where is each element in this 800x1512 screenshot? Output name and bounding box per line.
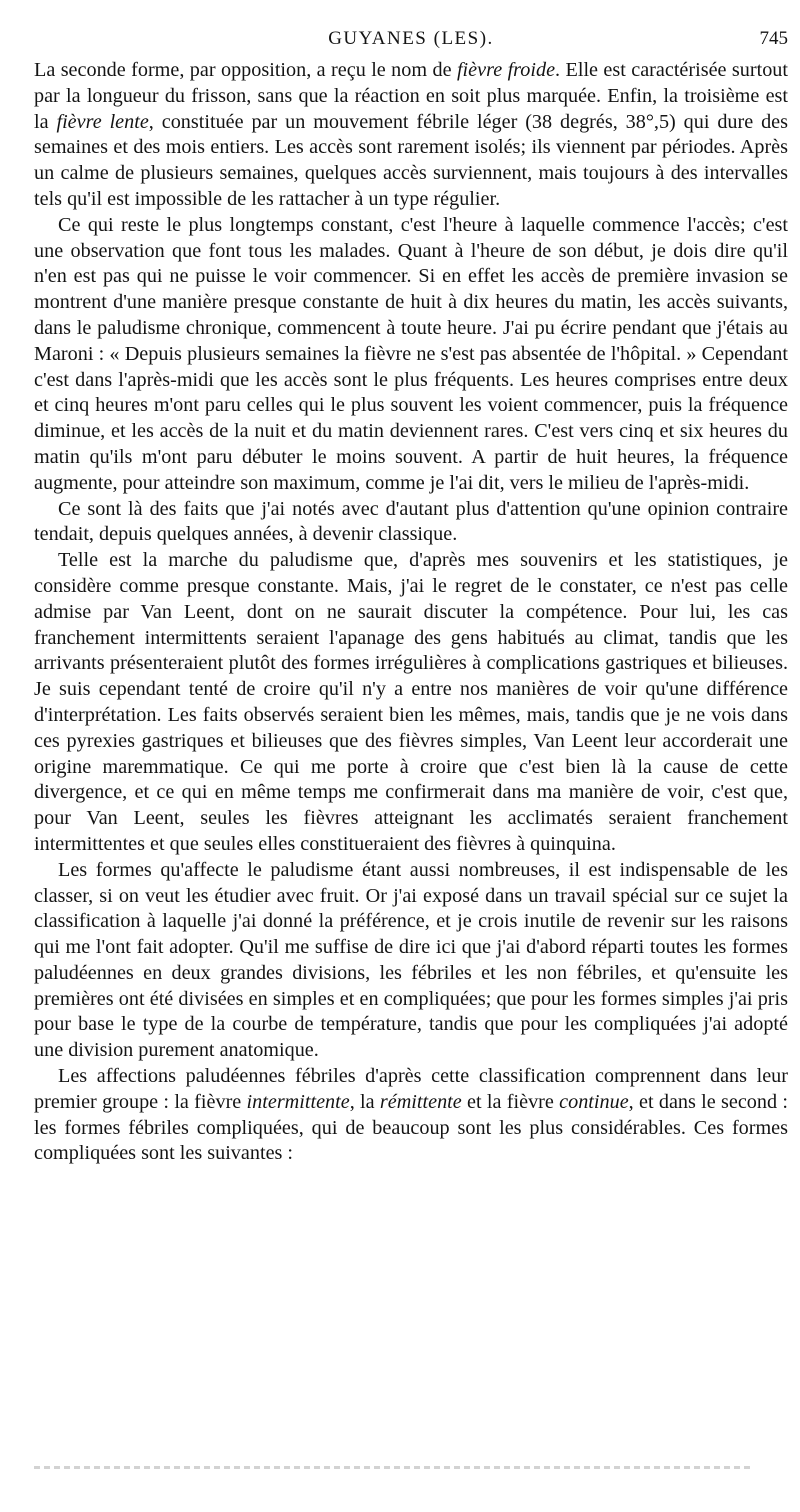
paragraph [34, 858, 788, 1064]
text-run: Ce sont là des faits que j'ai notés avec d'autant plus d'attention qu'une opinion contraire tendait, depuis quelques années, à devenir classique. [34, 497, 788, 546]
italic-term: intermittente [246, 1090, 350, 1113]
book-page [34, 28, 788, 1167]
scan-artifact-line [34, 1466, 754, 1469]
italic-term: rémittente [379, 1090, 462, 1113]
text-run: . Elle est caractérisée surtout par la longueur du frisson, sans que la réaction en soit plus marquée. Enfin, la troisième est la [34, 59, 788, 133]
text-run: Les formes qu'affecte le paludisme étant aussi nombreuses, il est indispensable de les classer, si on veut les étudier avec fruit. Or j'ai exposé dans un travail spécial sur ce sujet la classification à laquelle j'ai donné la préférence, et je crois inutile de revenir sur les raisons qui me l'ont fait adopter. Qu'il me suffise de dire ici que j'ai d'abord réparti toutes les formes paludéennes en deux grandes divisions, les fébriles et les non fébriles, et qu'ensuite les premières ont été divisées en simples et en compliquées; que pour les formes simples j'ai pris pour base le type de la courbe de température, tandis que pour les compliquées j'ai adopté une division purement anatomique. [34, 858, 788, 1062]
body-text [34, 58, 788, 1167]
text-run: , et dans le second : les formes fébriles compliquées, qui de beaucoup sont les plus considérables. Ces formes compliquées sont les suivantes : [34, 1090, 788, 1165]
running-title: GUYANES (LES). [328, 28, 494, 49]
paragraph [34, 497, 788, 549]
italic-term: continue [559, 1090, 629, 1113]
running-head [34, 28, 788, 58]
page-number: 745 [759, 28, 788, 49]
italic-term: fièvre froide [456, 59, 556, 81]
text-run: et la fièvre [461, 1090, 560, 1113]
text-run: Ce qui reste le plus longtemps constant, c'est l'heure à laquelle commence l'accès; c'est une observation que font tous les malades. Quant à l'heure de son début, je dois dire qu'il n'en est pas qui ne puisse le voir commencer. Si en effet les accès de première invasion se montrent d'une manière presque constante de huit à dix heures du matin, les accès suivants, dans le paludisme chronique, commencent à toute heure. J'ai pu écrire pendant que j'étais au Maroni : « Depuis plusieurs semaines la fièvre ne s'est pas absentée de l'hôpital. » Cependant c'est dans l'après-midi que les accès sont le plus fréquents. Les heures comprises entre deux et cinq heures m'ont paru celles qui le plus souvent les voient commencer, puis la fréquence diminue, et les accès de la nuit et du matin deviennent rares. C'est vers cinq et six heures du matin qu'ils m'ont paru débuter le moins souvent. A partir de huit heures, la fréquence augmente, pour atteindre son maximum, comme je l'ai dit, vers le milieu de l'après-midi. [34, 213, 788, 494]
text-run: La seconde forme, par opposition, a reçu le nom de [34, 59, 457, 81]
italic-term: fièvre lente [56, 110, 149, 133]
text-run: , constituée par un mouvement fébrile léger (38 degrés, 38°,5) qui dure des semaines et des mois entiers. Les accès sont rarement isolés; ils viennent par périodes. Après un calme de plusieurs semaines, quelques accès surviennent, mais toujours à des intervalles tels qu'il est impossible de les rattacher à un type régulier. [34, 110, 789, 210]
text-run: Les affections paludéennes fébriles d'après cette classification comprennent dans leur premier groupe : la fièvre [34, 1065, 788, 1113]
paragraph [34, 58, 788, 213]
paragraph [34, 548, 788, 858]
text-run: , la [349, 1090, 380, 1113]
text-run: Telle est la marche du paludisme que, d'après mes souvenirs et les statistiques, je considère comme presque constante. Mais, j'ai le regret de le constater, ce n'est pas celle admise par Van Leent, dont on ne saurait discuter la compétence. Pour lui, les cas franchement intermittents seraient l'apanage des gens habitués au climat, tandis que les arrivants présenteraient plutôt des formes irrégulières à complications gastriques et bilieuses. Je suis cependant tenté de croire qu'il n'y a entre nos manières de voir qu'une différence d'interprétation. Les faits observés seraient bien les mêmes, mais, tandis que je ne vois dans ces pyrexies gastriques et bilieuses que des fièvres simples, Van Leent leur accorderait une origine maremmatique. Ce qui me porte à croire que c'est bien là la cause de cette divergence, et ce qui en même temps me confirmerait dans ma manière de voir, c'est que, pour Van Leent, seules les fièvres atteignant les acclimatés seraient franchement intermittentes et que seules elles constitueraient des fièvres à quinquina. [34, 549, 788, 855]
paragraph [34, 1064, 788, 1167]
paragraph [34, 213, 788, 497]
